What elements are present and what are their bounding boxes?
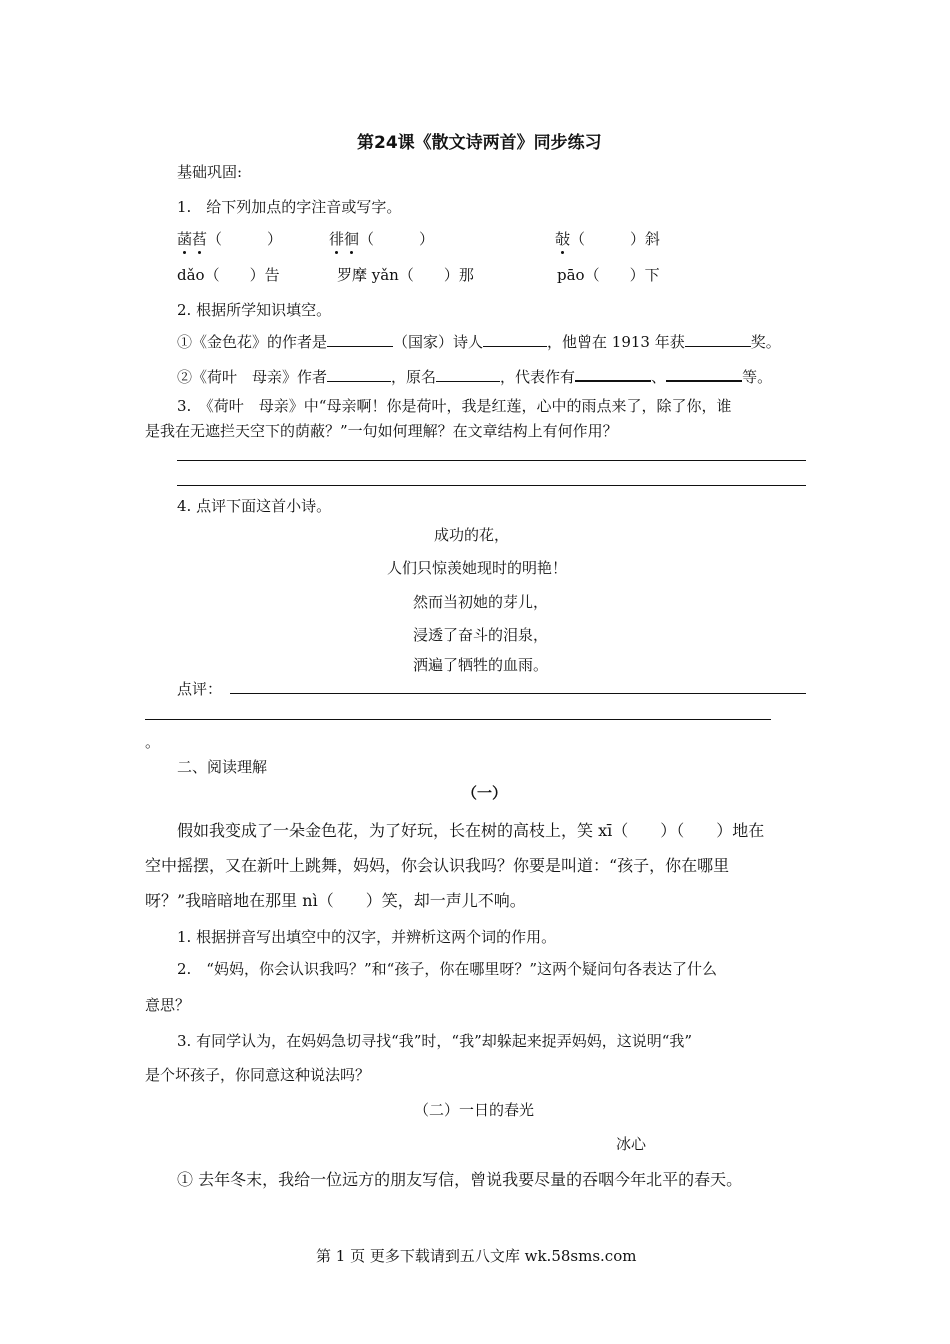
- answer-paren: （ ）: [359, 230, 435, 248]
- section-heading-basics: 基础巩固:: [177, 163, 243, 181]
- text: 等。: [742, 368, 773, 386]
- page-title: 第24课《散文诗两首》同步练习: [357, 133, 602, 153]
- q1-item-qixie: [555, 228, 660, 249]
- reading-part-2-heading: （二）一日的春光: [414, 1101, 535, 1119]
- poem-line: 浸透了奋斗的泪泉，: [413, 626, 549, 644]
- poem-line: 成功的花，: [434, 526, 510, 544]
- text: ①《金色花》的作者是: [177, 333, 328, 351]
- text: ②《荷叶 母亲》作者: [177, 368, 328, 386]
- text: （国家）诗人: [393, 333, 484, 351]
- end-mark: 。: [145, 733, 161, 751]
- reading-part-1-heading: （一）: [462, 784, 508, 802]
- poem-line: 然而当初她的芽儿，: [413, 593, 549, 611]
- answer-paren: （ ）斜: [570, 230, 661, 248]
- fill-blank[interactable]: [666, 366, 742, 382]
- fill-blank[interactable]: [575, 366, 651, 382]
- dotted-char: 萏: [192, 230, 208, 248]
- reading-question-3-line-2: 是个坏孩子，你同意这种说法吗？: [145, 1066, 371, 1084]
- poem-line: 洒遍了牺牲的血雨。: [413, 656, 549, 674]
- reading-question-2-line-1: 2. “妈妈，你会认识我吗？”和“孩子，你在哪里呀？”这两个疑问句各表达了什么: [177, 960, 717, 978]
- q2-line-2: [177, 366, 772, 387]
- question-2-label: 2. 根据所学知识填空。: [177, 301, 332, 319]
- question-1-label: 1. 给下列加点的字注音或写字。: [177, 198, 402, 216]
- fill-blank[interactable]: [327, 367, 391, 382]
- section-heading-reading: 二、阅读理解: [177, 758, 268, 776]
- fill-blank[interactable]: [436, 367, 500, 382]
- reading-part-2-author: 冰心: [616, 1135, 647, 1153]
- page-footer: 第 1 页 更多下载请到五八文库 wk.58sms.com: [316, 1247, 637, 1265]
- question-4-label: 4. 点评下面这首小诗。: [177, 497, 332, 515]
- q1-item-paihuai: [329, 228, 434, 249]
- answer-paren: （ ）: [207, 230, 283, 248]
- text: ，代表作有: [500, 368, 576, 386]
- dotted-char: 徊: [344, 230, 360, 248]
- comment-label: 点评：: [177, 680, 223, 698]
- question-3-line-1: 3. 《荷叶 母亲》中“母亲啊！你是荷叶，我是红莲，心中的雨点来了，除了你，谁: [177, 397, 732, 415]
- reading-question-1: 1. 根据拼音写出填空中的汉字，并辨析这两个词的作用。: [177, 928, 557, 946]
- passage-line: ① 去年冬末，我给一位远方的朋友写信，曾说我要尽量的吞咽今年北平的春天。: [177, 1170, 743, 1189]
- text: 奖。: [750, 333, 781, 351]
- q2-line-1: [177, 331, 781, 352]
- poem-line: 人们只惊羡她现时的明艳！: [387, 559, 568, 577]
- comment-answer-line[interactable]: [145, 719, 771, 720]
- text: ，他曾在 1913 年获: [547, 333, 685, 351]
- passage-line: 空中摇摆，又在新叶上跳舞，妈妈，你会认识我吗？你要是叫道：“孩子，你在哪里: [145, 856, 730, 875]
- dotted-char: 敧: [555, 230, 571, 248]
- passage-line: 假如我变成了一朵金色花，为了好玩，长在树的高枝上，笑 xī（ ）（ ）地在: [177, 821, 765, 840]
- passage-line: 呀？”我暗暗地在那里 nì（ ）笑，却一声儿不响。: [145, 891, 526, 910]
- dotted-char: 徘: [329, 230, 345, 248]
- fill-blank[interactable]: [327, 332, 393, 347]
- fill-blank[interactable]: [685, 332, 751, 347]
- dotted-char: 菡: [177, 230, 193, 248]
- q1-item-daogao: dǎo（ ）告: [177, 266, 280, 284]
- text: ，原名: [391, 368, 437, 386]
- fill-blank[interactable]: [483, 332, 547, 347]
- reading-question-2-line-2: 意思？: [145, 996, 191, 1014]
- answer-line[interactable]: [177, 485, 806, 486]
- answer-line[interactable]: [177, 460, 806, 461]
- reading-question-3-line-1: 3. 有同学认为，在妈妈急切寻找“我”时，“我”却躲起来捉弄妈妈，这说明“我”: [177, 1032, 693, 1050]
- question-3-line-2: 是我在无遮拦天空下的荫蔽？”一句如何理解？在文章结构上有何作用？: [145, 422, 618, 440]
- comment-answer-line[interactable]: [230, 693, 806, 694]
- q1-item-luomoyanna: 罗摩 yǎn（ ）那: [337, 266, 474, 284]
- q1-item-handan: [177, 228, 282, 249]
- q1-item-paoxia: pāo（ ）下: [557, 266, 660, 284]
- text: 、: [651, 368, 667, 386]
